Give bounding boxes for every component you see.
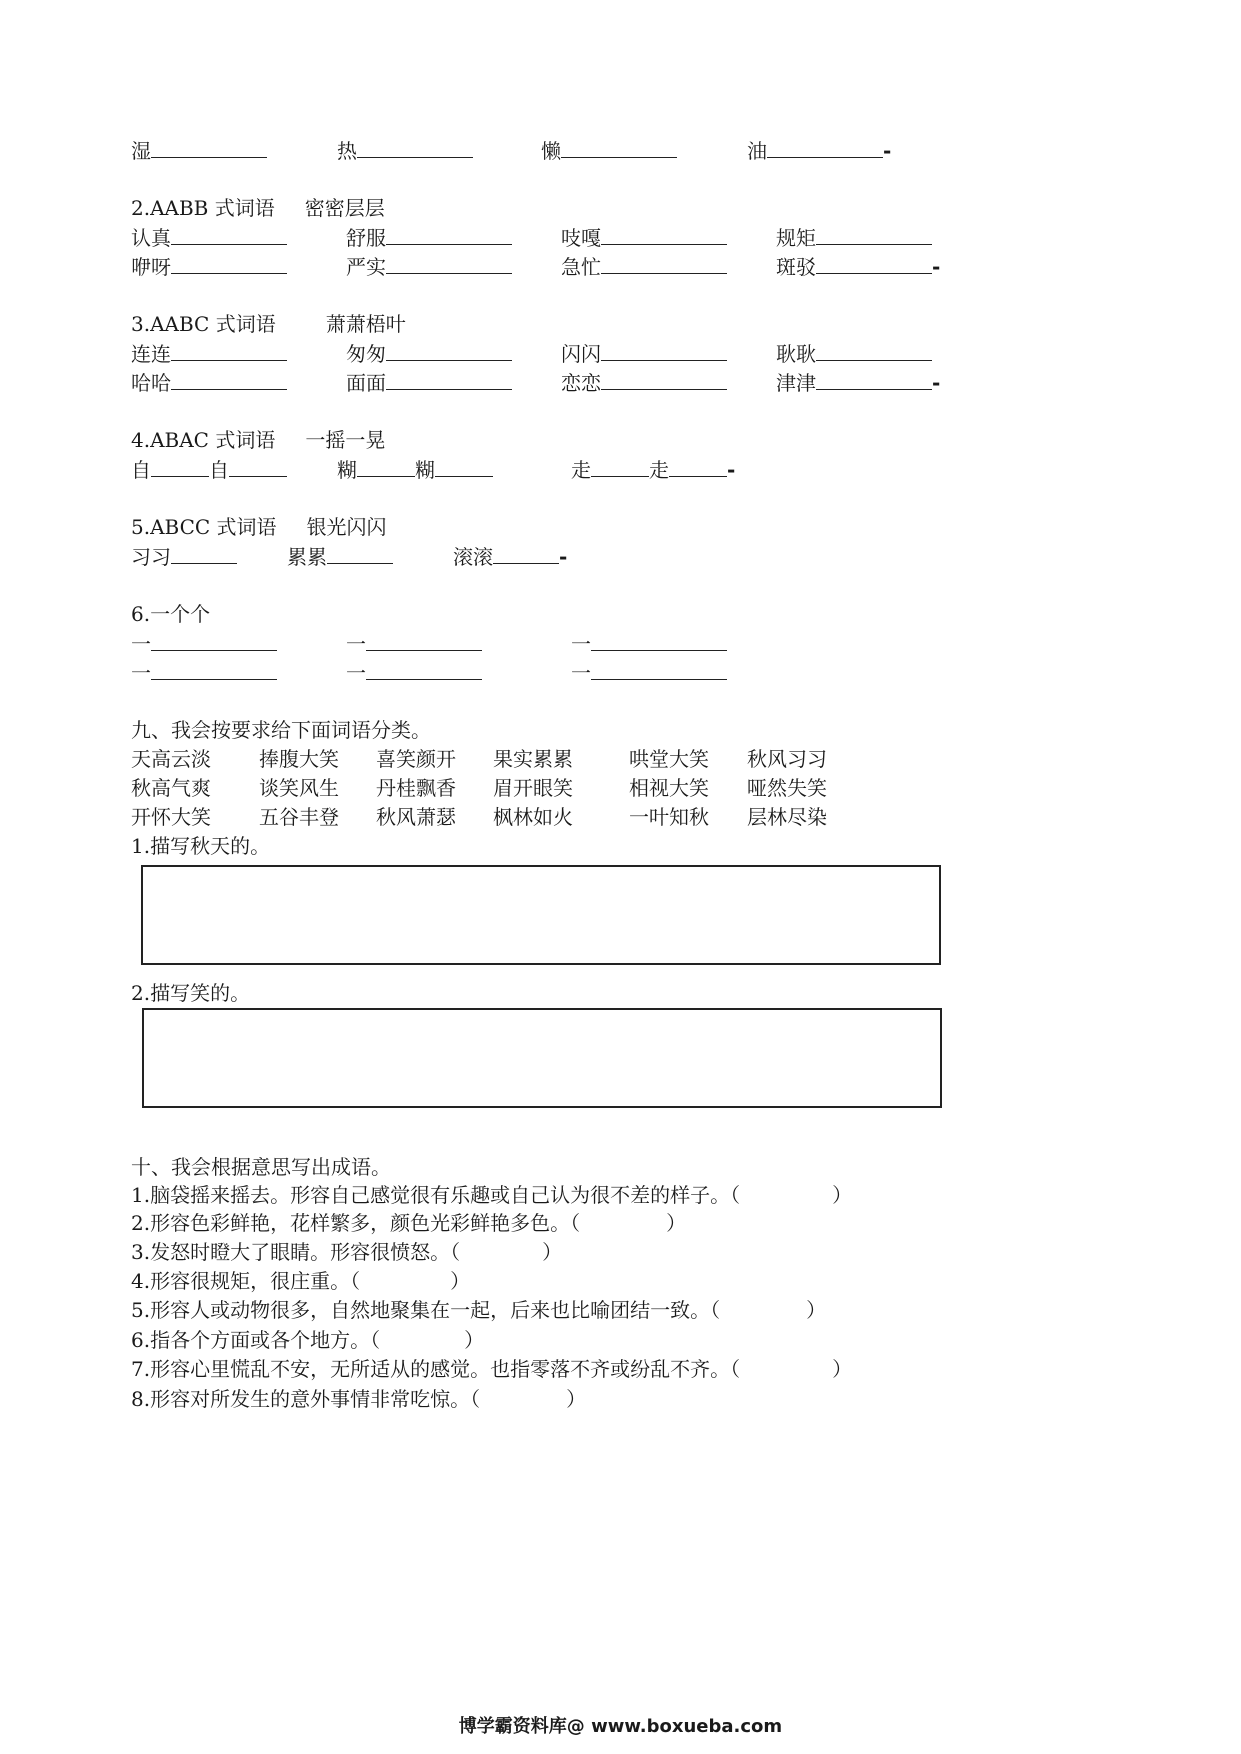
footer-watermark: 博学霸资料库@ www.boxueba.com (458, 1716, 783, 1737)
word: 天高云淡 (131, 747, 211, 771)
word: 秋风习习 (747, 747, 827, 771)
answer-blank[interactable] (171, 222, 287, 245)
sub-question: 1.描写秋天的。 (131, 834, 271, 858)
answer-blank[interactable] (591, 628, 727, 651)
word: 五谷丰登 (259, 805, 339, 829)
answer-blank[interactable] (327, 541, 393, 564)
answer-blank[interactable] (601, 367, 727, 390)
fill-item: 习习 (131, 541, 237, 572)
idiom-question: 5.形容人或动物很多，自然地聚集在一起，后来也比喻团结一致。（ ） (131, 1298, 827, 1322)
word: 哑然失笑 (747, 776, 827, 800)
idiom-question: 3.发怒时瞪大了眼睛。形容很愤怒。（ ） (131, 1240, 563, 1264)
answer-blank[interactable] (767, 135, 883, 158)
sub-question: 2.描写笑的。 (131, 981, 251, 1005)
section-title: 2.AABB 式词语 密密层层 (131, 196, 385, 220)
idiom-question: 7.形容心里慌乱不安，无所适从的感觉。也指零落不齐或纷乱不齐。（ ） (131, 1357, 853, 1381)
answer-blank[interactable] (171, 338, 287, 361)
answer-blank[interactable] (601, 338, 727, 361)
fill-item: 一 (571, 628, 727, 659)
word: 眉开眼笑 (493, 776, 573, 800)
answer-box-laugh[interactable] (142, 1008, 942, 1108)
fill-item: 匆匆 (346, 338, 512, 369)
fill-item: 咿呀 (131, 251, 287, 282)
answer-blank[interactable] (357, 135, 473, 158)
answer-blank[interactable] (816, 367, 932, 390)
fill-item: 恋恋 (561, 367, 727, 398)
fill-item: 耿耿 (776, 338, 932, 369)
answer-blank[interactable] (171, 251, 287, 274)
fill-item: 湿 (131, 135, 267, 166)
answer-blank[interactable] (816, 222, 932, 245)
fill-item: 油 - (747, 135, 891, 166)
word: 秋高气爽 (131, 776, 211, 800)
fill-item: 一 (131, 628, 277, 659)
dash-mark: - (932, 255, 941, 279)
answer-blank[interactable] (386, 222, 512, 245)
fill-item: 急忙 (561, 251, 727, 282)
section-title: 6.一个个 (131, 602, 211, 626)
answer-blank[interactable] (171, 367, 287, 390)
fill-item: 规矩 (776, 222, 932, 253)
answer-blank[interactable] (493, 541, 559, 564)
answer-blank[interactable] (601, 222, 727, 245)
fill-item: 自 自 (131, 454, 287, 485)
question-title: 九、我会按要求给下面词语分类。 (131, 718, 431, 742)
answer-blank[interactable] (669, 454, 727, 477)
word: 哄堂大笑 (629, 747, 709, 771)
section-title: 3.AABC 式词语 萧萧梧叶 (131, 312, 406, 336)
word: 一叶知秋 (629, 805, 709, 829)
fill-item: 滚滚 - (453, 541, 567, 572)
dash-mark: - (932, 371, 941, 395)
fill-item: 懒 (541, 135, 677, 166)
answer-blank[interactable] (601, 251, 727, 274)
idiom-question: 8.形容对所发生的意外事情非常吃惊。（ ） (131, 1387, 587, 1411)
section-title: 4.ABAC 式词语 一摇一晃 (131, 428, 386, 452)
answer-blank[interactable] (591, 454, 649, 477)
answer-blank[interactable] (366, 657, 482, 680)
fill-item: 哈哈 (131, 367, 287, 398)
fill-item: 热 (337, 135, 473, 166)
fill-item: 一 (346, 628, 482, 659)
dash-mark: - (883, 139, 892, 163)
fill-item: 闪闪 (561, 338, 727, 369)
answer-blank[interactable] (151, 454, 209, 477)
answer-blank[interactable] (366, 628, 482, 651)
answer-blank[interactable] (151, 657, 277, 680)
answer-blank[interactable] (591, 657, 727, 680)
answer-blank[interactable] (816, 338, 932, 361)
fill-item: 认真 (131, 222, 287, 253)
section-title: 5.ABCC 式词语 银光闪闪 (131, 515, 387, 539)
fill-item: 面面 (346, 367, 512, 398)
fill-item: 一 (346, 657, 482, 688)
fill-item: 斑驳 - (776, 251, 940, 282)
word: 果实累累 (493, 747, 573, 771)
answer-blank[interactable] (151, 628, 277, 651)
answer-blank[interactable] (386, 251, 512, 274)
word: 开怀大笑 (131, 805, 211, 829)
answer-blank[interactable] (386, 338, 512, 361)
answer-blank[interactable] (357, 454, 415, 477)
idiom-question: 6.指各个方面或各个地方。（ ） (131, 1328, 485, 1352)
dash-mark: - (559, 545, 568, 569)
fill-item: 连连 (131, 338, 287, 369)
answer-box-autumn[interactable] (141, 865, 941, 965)
idiom-question: 4.形容很规矩，很庄重。（ ） (131, 1269, 471, 1293)
idiom-question: 2.形容色彩鲜艳，花样繁多，颜色光彩鲜艳多色。（ ） (131, 1211, 687, 1235)
word: 枫林如火 (493, 805, 573, 829)
word: 相视大笑 (629, 776, 709, 800)
answer-blank[interactable] (386, 367, 512, 390)
fill-item: 一 (131, 657, 277, 688)
fill-item: 走 走 - (571, 454, 735, 485)
answer-blank[interactable] (816, 251, 932, 274)
answer-blank[interactable] (171, 541, 237, 564)
word: 层林尽染 (747, 805, 827, 829)
fill-item: 津津 - (776, 367, 940, 398)
answer-blank[interactable] (229, 454, 287, 477)
question-title: 十、我会根据意思写出成语。 (131, 1155, 391, 1179)
answer-blank[interactable] (561, 135, 677, 158)
answer-blank[interactable] (435, 454, 493, 477)
word: 丹桂飘香 (376, 776, 456, 800)
dash-mark: - (727, 458, 736, 482)
word: 秋风萧瑟 (376, 805, 456, 829)
fill-item: 累累 (287, 541, 393, 572)
fill-item: 糊 糊 (337, 454, 493, 485)
fill-item: 严实 (346, 251, 512, 282)
word: 谈笑风生 (259, 776, 339, 800)
fill-item: 吱嘎 (561, 222, 727, 253)
word: 喜笑颜开 (376, 747, 456, 771)
fill-item: 一 (571, 657, 727, 688)
word: 捧腹大笑 (259, 747, 339, 771)
idiom-question: 1.脑袋摇来摇去。形容自己感觉很有乐趣或自己认为很不差的样子。（ ） (131, 1183, 853, 1207)
answer-blank[interactable] (151, 135, 267, 158)
fill-item: 舒服 (346, 222, 512, 253)
